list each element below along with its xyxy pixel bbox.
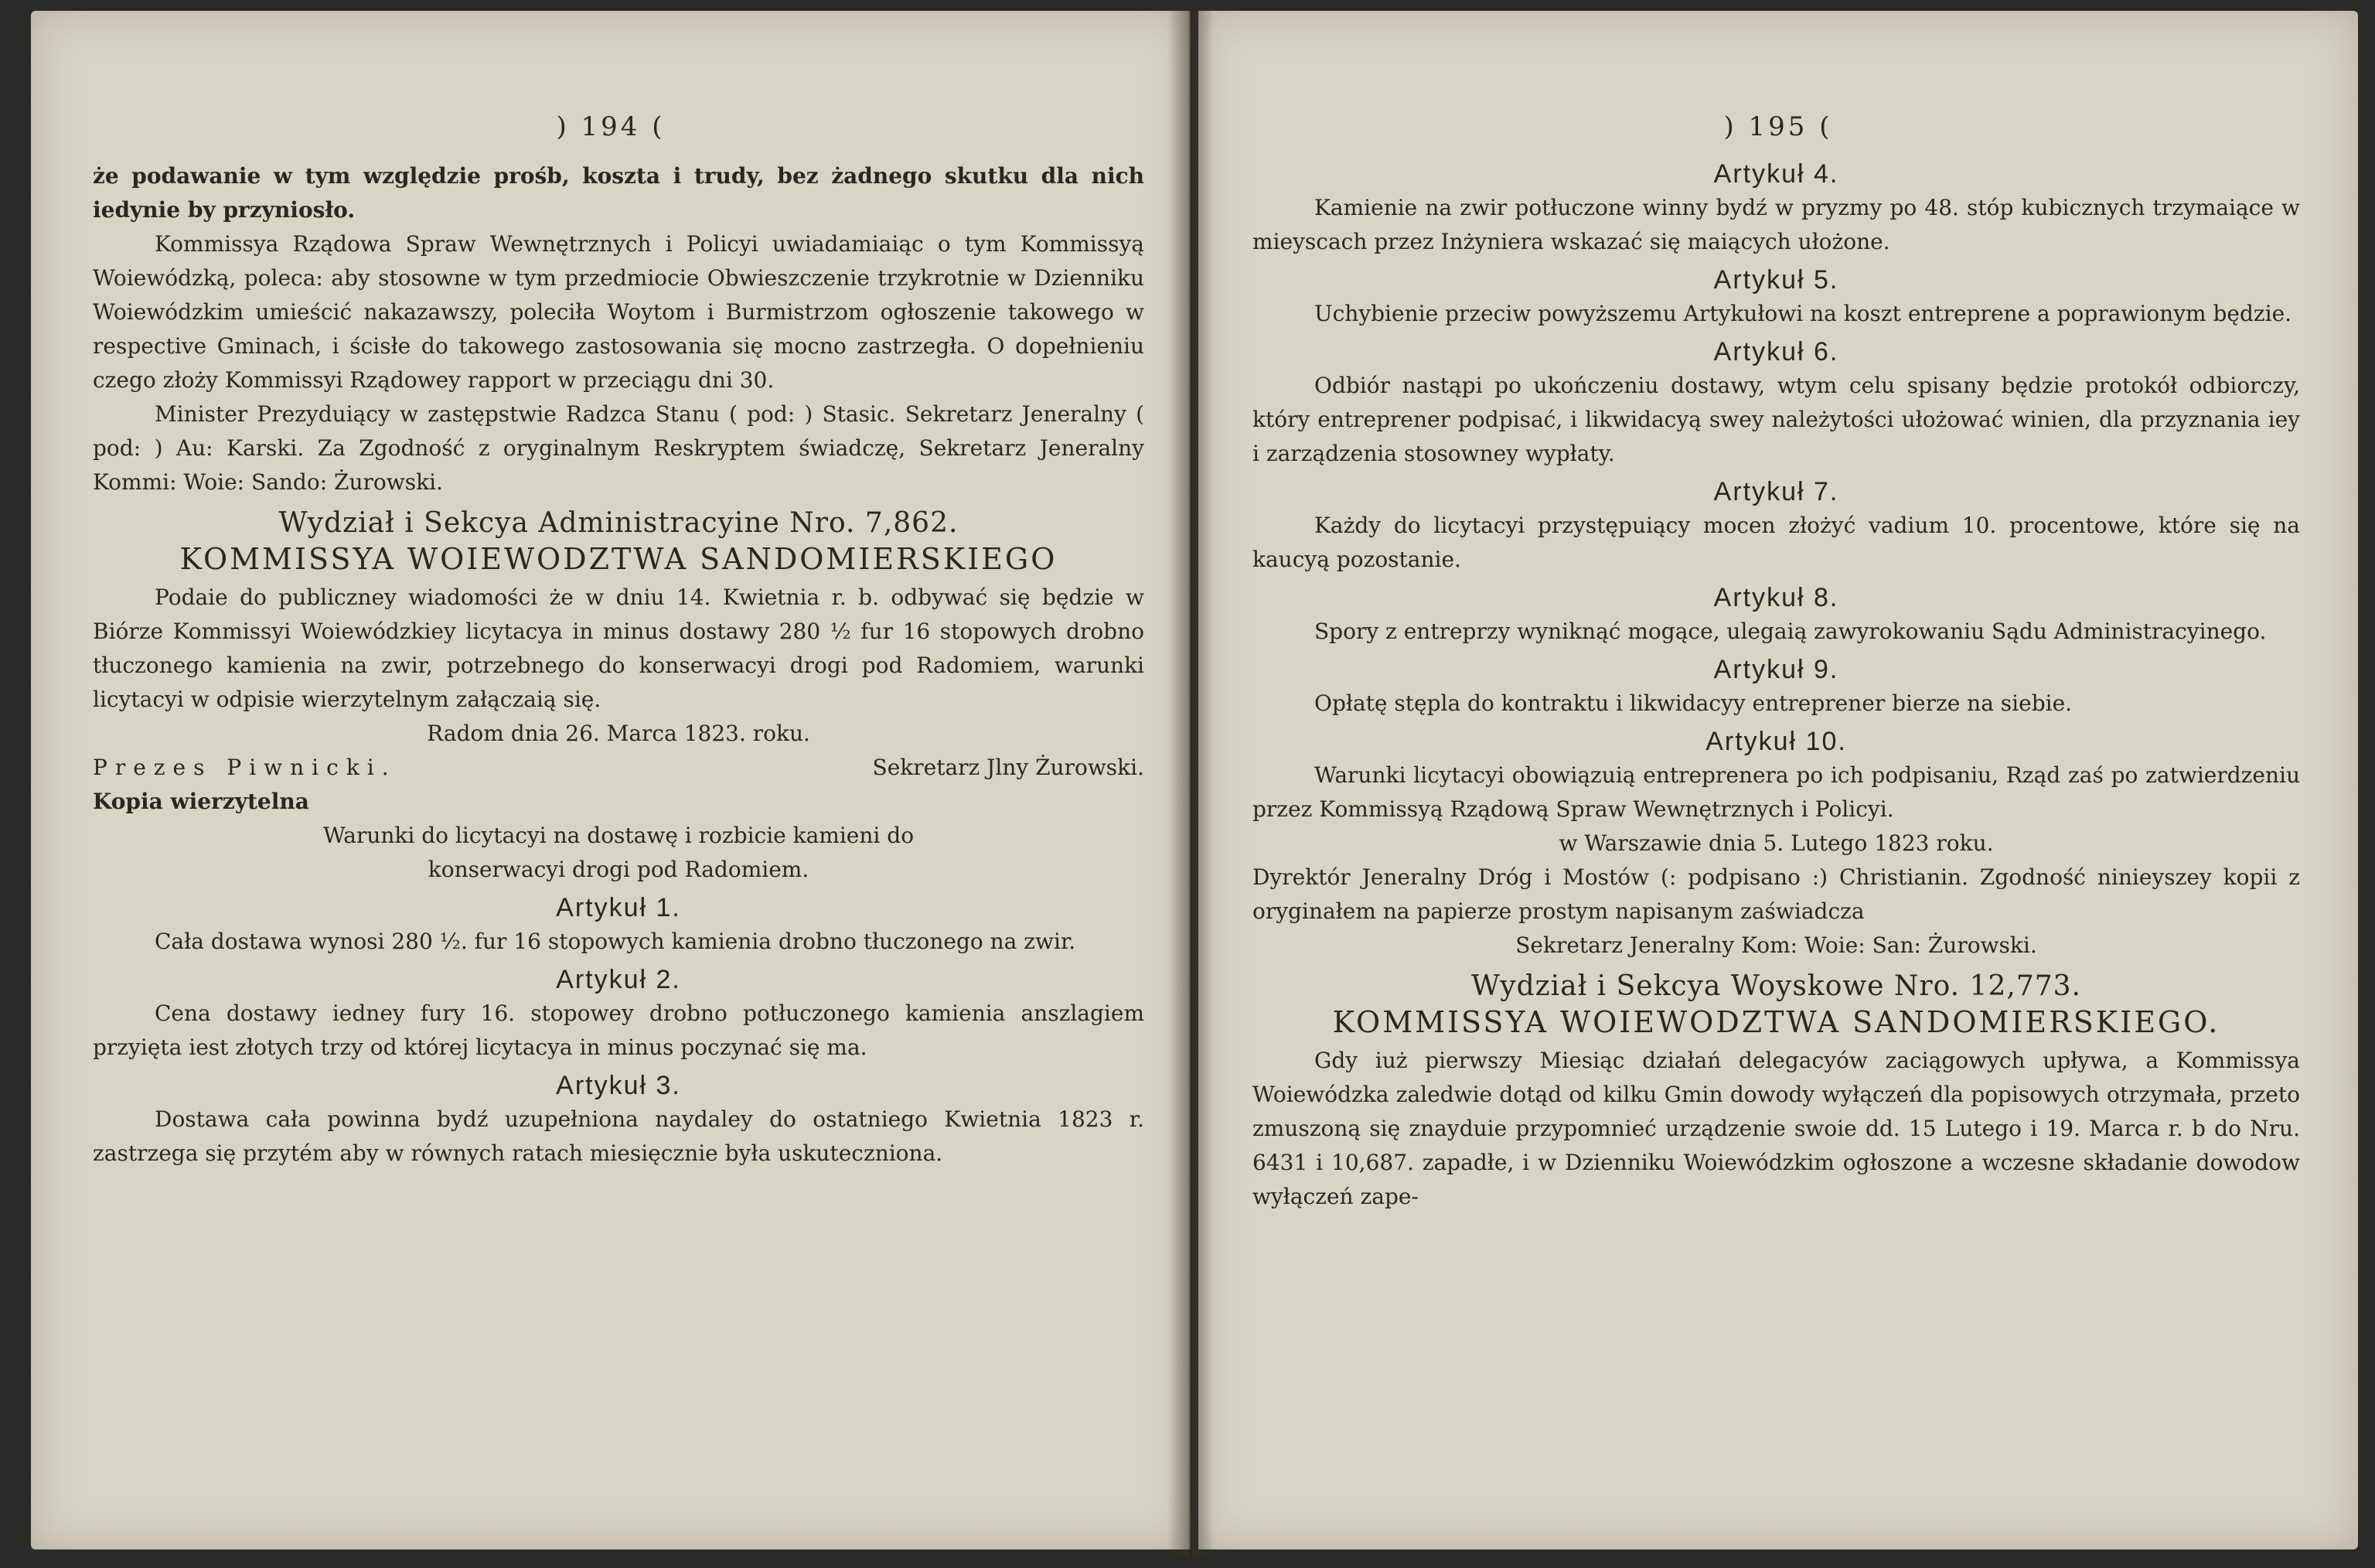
article-3-text: Dostawa cała powinna bydź uzupełniona naydaley do ostatniego Kwietnia 1823 r. zastrzega się przytém aby w równych ratach miesięcznie była uskuteczniona.	[93, 1106, 1144, 1166]
book-spread	[15, 11, 2358, 1557]
article-8-title: Artykuł 8.	[1713, 583, 1839, 612]
place-date-line: w Warszawie dnia 5. Lutego 1823 roku.	[1559, 830, 1994, 856]
sekretarz-signature: Sekretarz Jlny Żurowski.	[872, 755, 1144, 780]
final-paragraph: Gdy iuż pierwszy Miesiąc działań delegacyów zaciągowych upływa, a Kommissya Woiewódzka zaledwie dotąd od kilku Gmin dowody wyłączeń dla popisowych otrzymała, przeto zmuszoną się znayduie przypomnieć urządzenie swoie dd. 15 Lutego i 19. Marca r. b do Nru. 6431 i 10,687. zapadłe, i w Dzienniku Woiewódzkim ogłoszone a wczesne składanie dowodow wyłączeń zape-	[1252, 1048, 2300, 1209]
article-1-title: Artykuł 1.	[556, 893, 681, 922]
article-9-title: Artykuł 9.	[1713, 655, 1839, 684]
article-8-text: Spory z entreprzy wyniknąć mogące, ulegaią zawyrokowaniu Sądu Administracyinego.	[1314, 619, 2267, 644]
dyrektor-paragraph: Dyrektór Jeneralny Dróg i Mostów (: podpisano :) Christianin. Zgodność ninieyszey kopii z oryginałem na papierze prostym napisanym zaświadcza	[1252, 864, 2300, 924]
section-heading-right: Wydział i Sekcya Woyskowe Nro. 12,773.	[1471, 970, 2081, 1002]
opening-line: że podawanie w tym względzie prośb, koszta i trudy, bez żadnego skutku dla nich iedynie by przyniosło.	[93, 163, 1144, 223]
article-4-text: Kamienie na zwir potłuczone winny bydź w pryzmy po 48. stóp kubicznych trzymaiące w mieyscach przez Inżyniera wskazać się maiących ułożone.	[1252, 195, 2300, 254]
kopia-label: Kopia wierzytelna	[93, 789, 309, 814]
right-content	[1198, 159, 2358, 1214]
paragraph-kommissya: Kommissya Rządowa Spraw Wewnętrznych i Policyi uwiadamiaiąc o tym Kommissyą Woiewódzką, poleca: aby stosowne w tym przedmiocie Obwieszczenie trzykrotnie w Dzienniku Woiewódzkim umieścić nakazawszy, poleciła Woytom i Burmistrzom ogłoszenie takowego w respective Gminach, i ścisłe do takowego zastosowania się mocno zastrzegła. O dopełnieniu czego złoży Kommissyi Rządowey rapport w przeciągu dni 30.	[93, 231, 1144, 393]
article-5-text: Uchybienie przeciw powyższemu Artykułowi na koszt entreprene a poprawionym będzie.	[1314, 301, 2292, 326]
article-2-text: Cena dostawy iedney fury 16. stopowey drobno potłuczonego kamienia anszlagiem przyięta iest złotych trzy od której licytacya in minus poczynać się ma.	[93, 1000, 1144, 1060]
article-3-title: Artykuł 3.	[556, 1071, 681, 1100]
article-5-title: Artykuł 5.	[1713, 265, 1839, 295]
right-page	[1198, 11, 2358, 1549]
prezes-signature: Prezes Piwnicki.	[93, 755, 397, 780]
article-1-text: Cała dostawa wynosi 280 ½. fur 16 stopowych kamienia drobno tłuczonego na zwir.	[155, 929, 1076, 954]
date-line: Radom dnia 26. Marca 1823. roku.	[427, 721, 810, 746]
article-6-text: Odbiór nastąpi po ukończeniu dostawy, wtym celu spisany będzie protokół odbiorczy, który entreprener podpisać, i likwidacyą swey należytości ułożować winien, dla przyznania iey i zarządzenia stosowney wypłaty.	[1252, 373, 2300, 466]
paragraph-licytacya: Podaie do publiczney wiadomości że w dniu 14. Kwietnia r. b. odbywać się będzie w Biórze Kommissyi Woiewódzkiey licytacya in minus dostawy 280 ½ fur 16 stopowych drobno tłuczonego kamienia na zwir, potrzebnego do konserwacyi drogi pod Radomiem, warunki licytacyi w odpisie wierzytelnym załączaią się.	[93, 585, 1144, 712]
paragraph-minister: Minister Prezyduiący w zastępstwie Radzca Stanu ( pod: ) Stasic. Sekretarz Jeneralny ( pod: ) Au: Karski. Za Zgodność z oryginalnym Reskryptem świadczę, Sekretarz Jeneralny Kommi: Woie: Sando: Żurowski.	[93, 401, 1144, 495]
left-page	[31, 11, 1191, 1549]
page-number-right: ) 195 (	[1723, 111, 1833, 142]
article-7-text: Każdy do licytacyi przystępuiący mocen złożyć vadium 10. procentowe, które się na kaucyą pozostanie.	[1252, 513, 2300, 572]
caps-title-left: KOMMISSYA WOIEWODZTWA SANDOMIERSKIEGO	[179, 542, 1058, 576]
left-content	[31, 159, 1191, 1171]
signature-row	[93, 751, 1144, 785]
article-9-text: Opłatę stępla do kontraktu i likwidacyy entreprener bierze na siebie.	[1314, 690, 2073, 716]
article-10-title: Artykuł 10.	[1705, 727, 1847, 756]
article-7-title: Artykuł 7.	[1713, 477, 1839, 506]
book-gutter	[1167, 11, 1214, 1557]
article-6-title: Artykuł 6.	[1713, 337, 1839, 366]
article-2-title: Artykuł 2.	[556, 965, 681, 994]
warunki-heading-1: Warunki do licytacyi na dostawę i rozbicie kamieni do	[322, 823, 915, 848]
warunki-heading-2: konserwacyi drogi pod Radomiem.	[428, 857, 809, 882]
article-10-text: Warunki licytacyi obowiązuią entreprenera po ich podpisaniu, Rząd zaś po zatwierdzeniu przez Kommissyą Rządową Spraw Wewnętrznych i Policyi.	[1252, 762, 2300, 822]
article-4-title: Artykuł 4.	[1713, 159, 1839, 189]
page-number-left: ) 194 (	[556, 111, 666, 142]
caps-title-right: KOMMISSYA WOIEWODZTWA SANDOMIERSKIEGO.	[1332, 1005, 2220, 1039]
sekretarz-line-right: Sekretarz Jeneralny Kom: Woie: San: Żurowski.	[1515, 932, 2037, 958]
section-heading-left: Wydział i Sekcya Administracyine Nro. 7,862.	[278, 507, 959, 539]
